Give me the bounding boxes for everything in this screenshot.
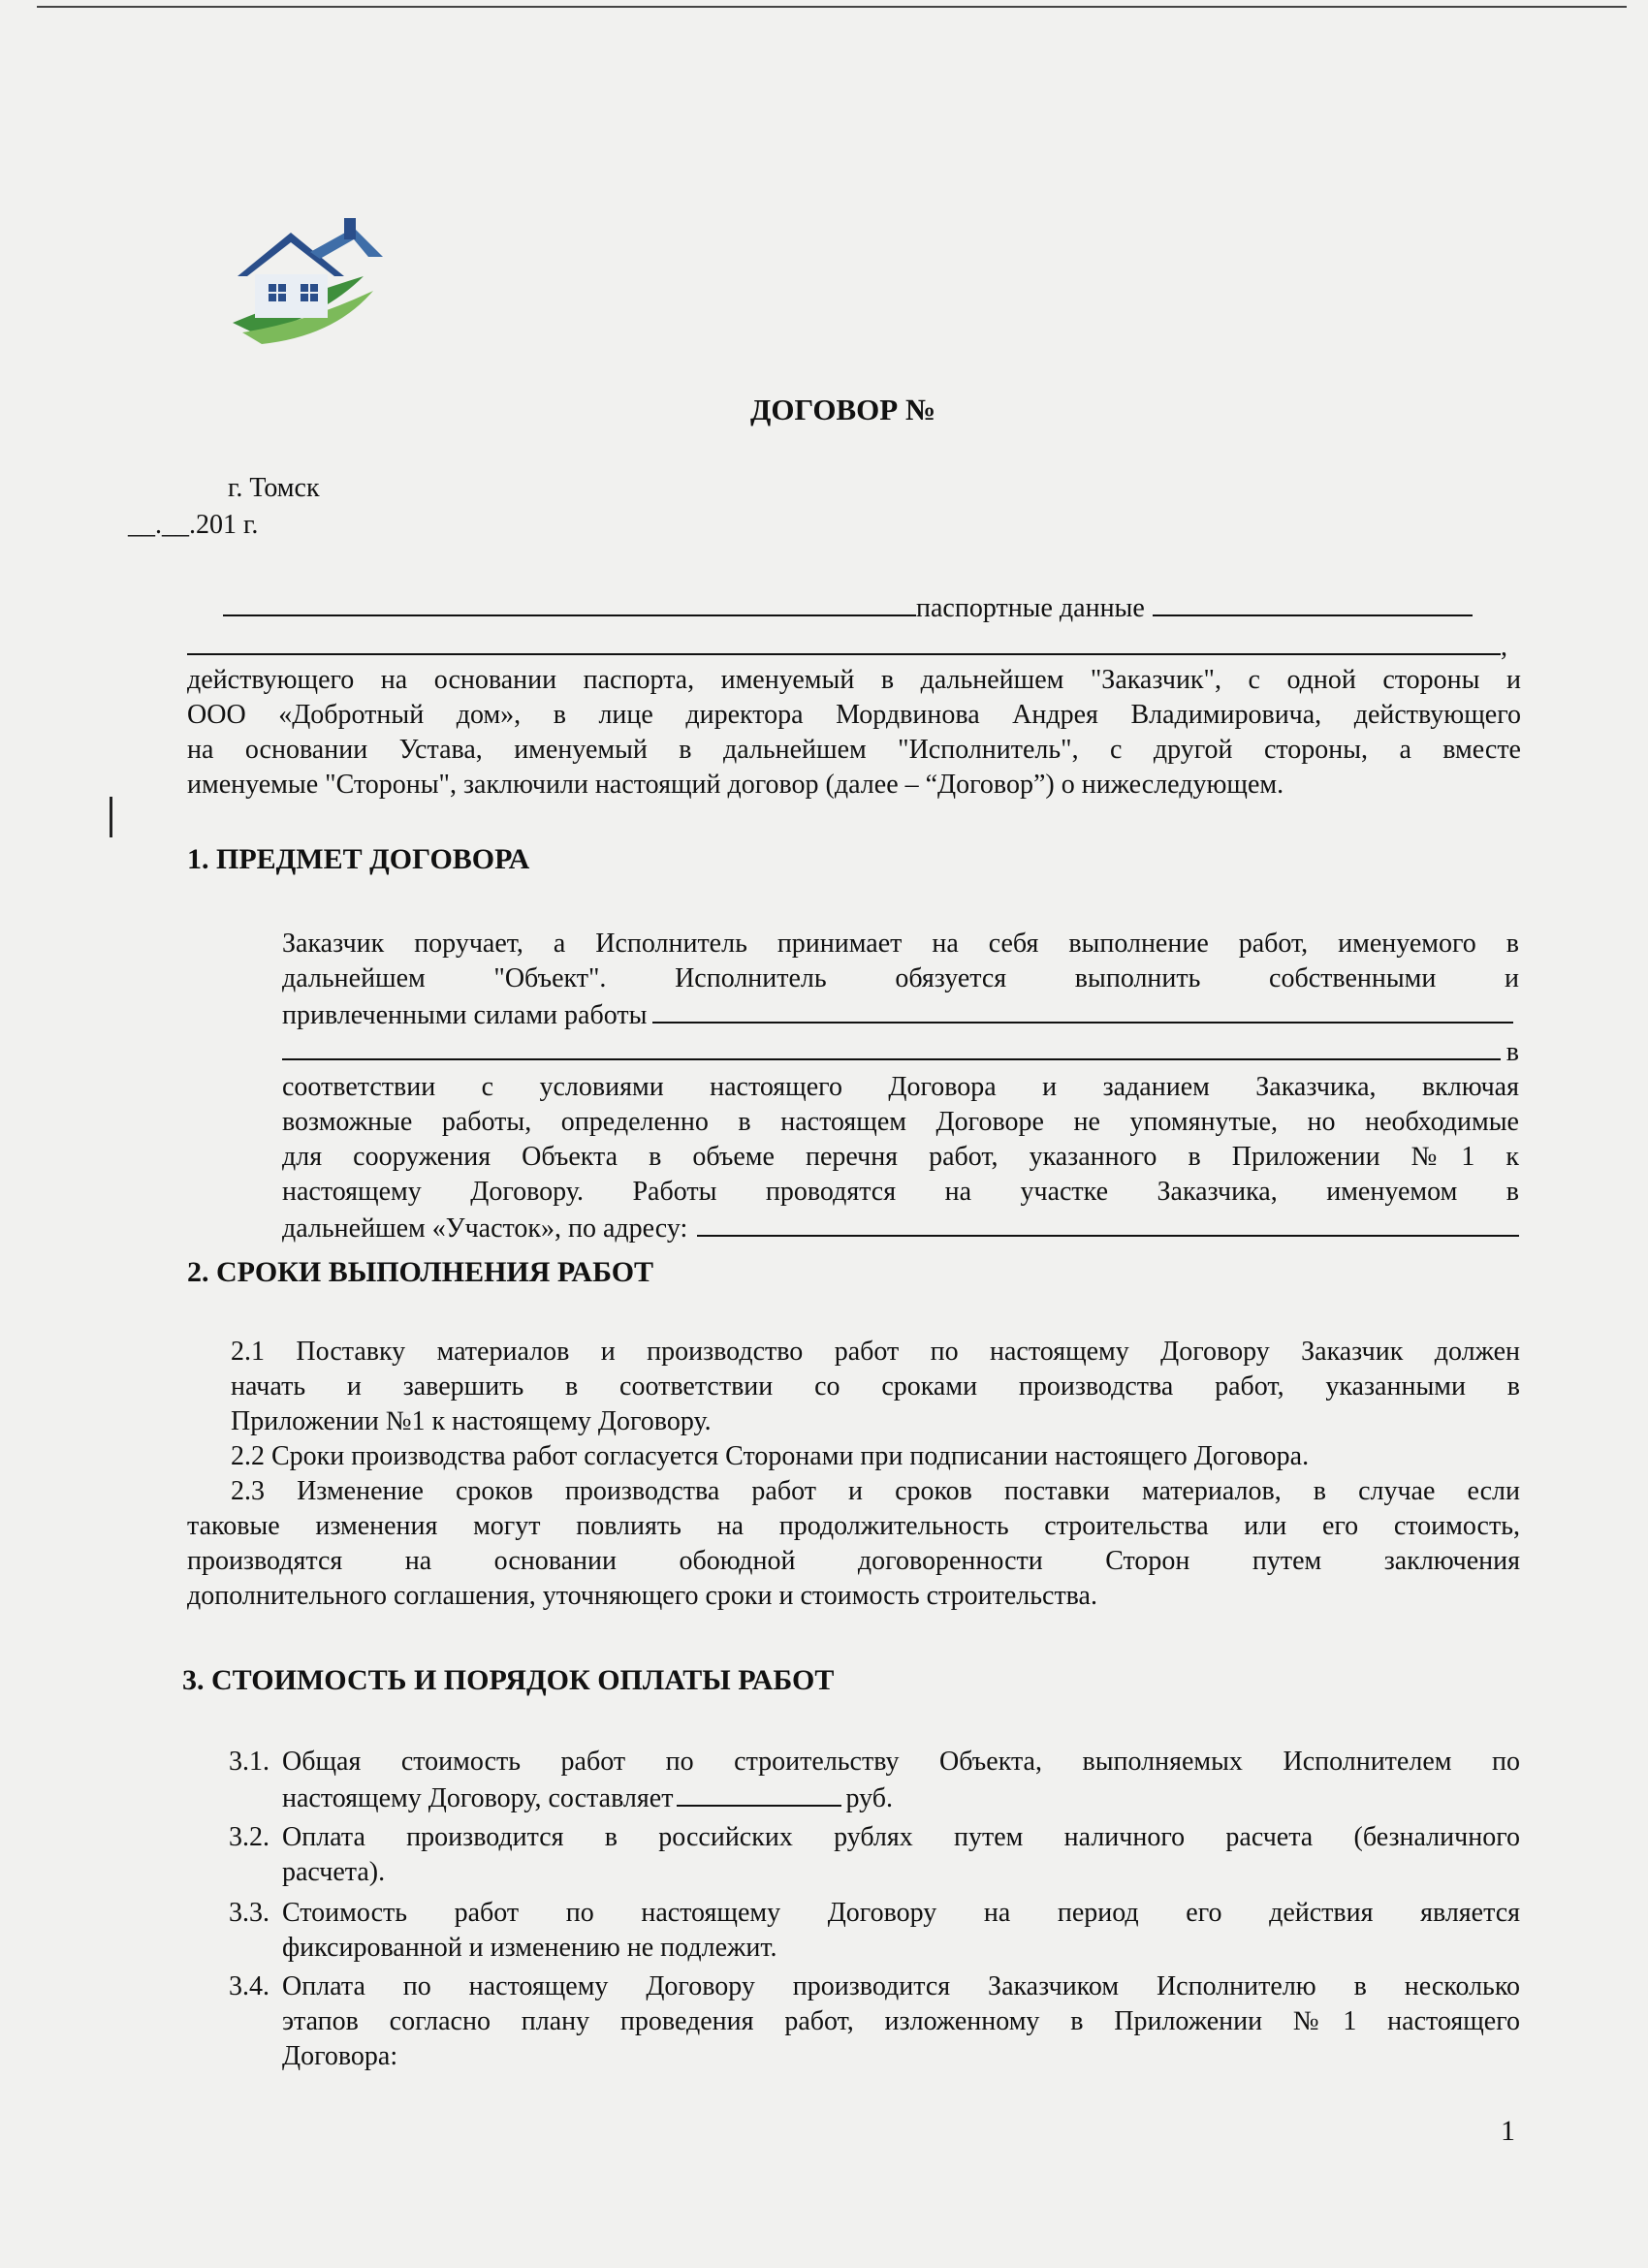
blank-line [697, 1210, 1519, 1237]
section-1-heading: 1. ПРЕДМЕТ ДОГОВОРА [187, 843, 530, 875]
text-line: таковые изменения могут повлиять на продолжительность строительства или его стоимость, [187, 1511, 1520, 1541]
item-number: 3.4. [229, 1971, 269, 2001]
blank-line [282, 1033, 1501, 1060]
contract-title: ДОГОВОР № [750, 393, 936, 426]
text-line: производятся на основании обоюдной договоренности Сторон путем заключения [187, 1546, 1520, 1576]
passport-line [223, 589, 1522, 626]
parties-paragraph [187, 663, 1521, 803]
blank-line [677, 1780, 841, 1807]
blank-line [652, 996, 1513, 1024]
address-line [282, 1210, 1519, 1246]
list-item [229, 1745, 1520, 1816]
text-line: Общая стоимость работ по строительству Объекта, выполняемых Исполнителем по [282, 1747, 1520, 1777]
text-line: 2.3 Изменение сроков производства работ и сроков поставки материалов, в случае если [231, 1476, 1520, 1506]
house-logo-icon [218, 208, 393, 354]
text-line: в [1505, 1037, 1519, 1067]
customer-name-line: , [187, 628, 1521, 665]
scan-edge-line [37, 6, 1627, 8]
text-line: 2.1 Поставку материалов и производство работ по настоящему Договору Заказчик должен [231, 1337, 1520, 1367]
text-line: дополнительного соглашения, уточняющего сроки и стоимость строительства. [187, 1581, 1097, 1611]
blank-line [187, 628, 1501, 655]
page-number: 1 [1501, 2115, 1515, 2147]
text-line: фиксированной и изменению не подлежит. [282, 1933, 777, 1963]
text-line: расчета). [282, 1857, 386, 1887]
works-line-2 [282, 1033, 1519, 1070]
text-line: Приложении №1 к настоящему Договору. [231, 1406, 712, 1436]
blank-line [223, 589, 916, 616]
text-line: для сооружения Объекта в объеме перечня работ, указанного в Приложении №1 к [282, 1142, 1519, 1172]
list-item [229, 1969, 1520, 2074]
text-line: этапов согласно плану проведения работ, изложенному в Приложении №1 настоящего [282, 2006, 1520, 2036]
text-line: привлеченными силами работы [282, 1000, 648, 1030]
text-line: дальнейшем "Объект". Исполнитель обязуется выполнить собственными и [282, 963, 1519, 993]
section-2-3-continued [187, 1509, 1520, 1614]
item-number: 3.2. [229, 1822, 269, 1852]
passport-label: паспортные данные [916, 593, 1145, 623]
text-line: настоящему Договору. Работы проводятся на участке Заказчика, именуемом в [282, 1177, 1519, 1207]
text-line: 2.2 Сроки производства работ согласуется Сторонами при подписании настоящего Договора. [231, 1441, 1310, 1471]
text-line: настоящему Договору, составляет [282, 1783, 674, 1813]
text-line: действующего на основании паспорта, именуемый в дальнейшем "Заказчик", с одной стороны и [187, 665, 1521, 695]
list-item [229, 1896, 1520, 1966]
item-number: 3.1. [229, 1747, 269, 1777]
text-line: Заказчик поручает, а Исполнитель принимает на себя выполнение работ, именуемого в [282, 929, 1519, 959]
text-line: соответствии с условиями настоящего Договора и заданием Заказчика, включая [282, 1072, 1519, 1102]
section-2-heading: 2. СРОКИ ВЫПОЛНЕНИЯ РАБОТ [187, 1256, 654, 1288]
text-line: Оплата производится в российских рублях путем наличного расчета (безналичного [282, 1822, 1520, 1852]
date-placeholder: __.__.201 г. [128, 510, 259, 540]
works-line [282, 996, 1519, 1033]
item-number: 3.3. [229, 1898, 269, 1928]
section-3-heading: 3. СТОИМОСТЬ И ПОРЯДОК ОПЛАТЫ РАБОТ [182, 1664, 835, 1696]
list-item [229, 1820, 1520, 1890]
text-line: возможные работы, определенно в настоящем Договоре не упомянутые, но необходимые [282, 1107, 1519, 1137]
text-line: Договора: [282, 2041, 398, 2071]
cost-line [282, 1780, 1520, 1816]
margin-mark [110, 797, 112, 837]
text-line: Стоимость работ по настоящему Договору на период его действия является [282, 1898, 1520, 1928]
text-line: Оплата по настоящему Договору производится Заказчиком Исполнителю в несколько [282, 1971, 1520, 2001]
text-line: начать и завершить в соответствии со сроками производства работ, указанными в [231, 1371, 1520, 1402]
currency-label: руб. [845, 1783, 893, 1813]
city: г. Томск [228, 473, 320, 503]
text-line: именуемые "Стороны", заключили настоящий договор (далее – “Договор”) о нижеследующем. [187, 770, 1284, 800]
section-1-body [282, 927, 1519, 1246]
text-line: дальнейшем «Участок», по адресу: [282, 1213, 688, 1244]
section-2-body [231, 1335, 1520, 1509]
blank-line [1153, 589, 1473, 616]
text-line: ООО «Добротный дом», в лице директора Мордвинова Андрея Владимировича, действующего [187, 700, 1521, 730]
text-line: на основании Устава, именуемый в дальнейшем "Исполнитель", с другой стороны, а вместе [187, 735, 1521, 765]
